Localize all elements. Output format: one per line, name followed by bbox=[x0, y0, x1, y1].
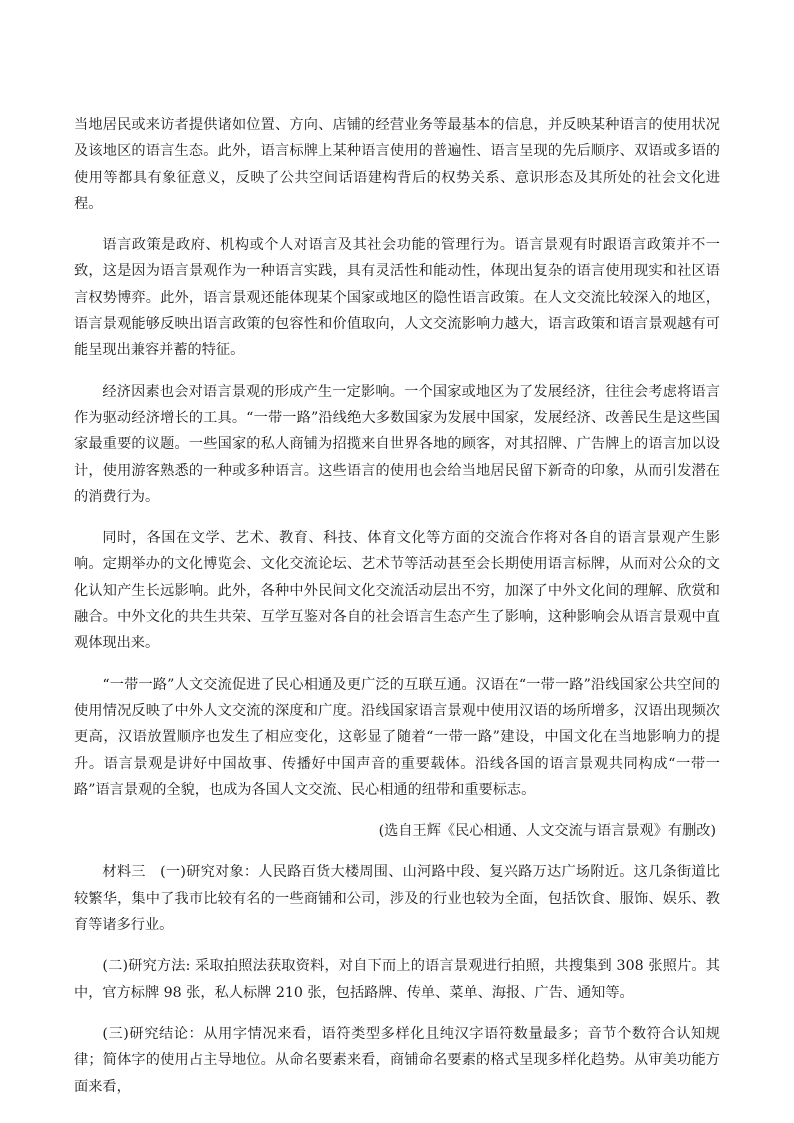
material3-research-object: 材料三 (一)研究对象：人民路百货大楼周围、山河路中段、复兴路万达广场附近。这几条街道比较繁华，集中了我市比较有名的一些商铺和公司，涉及的行业也较为全面，包括饮食、服饰、娱乐、教育等诸多行业。 bbox=[74, 864, 720, 934]
material3-research-conclusion: (三)研究结论：从用字情况来看，语符类型多样化且纯汉字语符数量最多；音节个数符合认知规律；简体字的使用占主导地位。从命名要素来看，商铺命名要素的格式呈现多样化趋势。从审美功能方面来看， bbox=[74, 1025, 720, 1095]
paragraph-language-policy: 语言政策是政府、机构或个人对语言及其社会功能的管理行为。语言景观有时跟语言政策并不一致，这是因为语言景观作为一种语言实践，具有灵活性和能动性，体现出复杂的语言使用现实和社区语言权势博弈。此外，语言景观还能体现某个国家或地区的隐性语言政策。在人文交流比较深入的地区，语言景观能够反映出语言政策的包容性和价值取向，人文交流影响力越大，语言政策和语言景观越有可能呈现出兼容并蓄的特征。 bbox=[74, 237, 720, 359]
paragraph-belt-and-road: “一带一路”人文交流促进了民心相通及更广泛的互联互通。汉语在“一带一路”沿线国家公共空间的使用情况反映了中外人文交流的深度和广度。沿线国家语言景观中使用汉语的场所增多，汉语出现频次更高，汉语放置顺序也发生了相应变化，这彰显了随着“一带一路”建设，中国文化在当地影响力的提升。语言景观是讲好中国故事、传播好中国声音的重要载体。沿线各国的语言景观共同构成“一带一路”语言景观的全貌，也成为各国人文交流、民心相通的纽带和重要标志。 bbox=[74, 676, 720, 798]
source-citation: (选自王辉《民心相通、人文交流与语言景观》有删改) bbox=[378, 823, 716, 840]
article-body bbox=[74, 112, 720, 1115]
material3-research-method: (二)研究方法: 采取拍照法获取资料，对自下而上的语言景观进行拍照，共搜集到 308 张照片。其中，官方标牌 98 张，私人标牌 210 张，包括路牌、传单、菜单、海报、广告、通知等。 bbox=[74, 958, 720, 1001]
paragraph-continued: 当地居民或来访者提供诸如位置、方向、店铺的经营业务等最基本的信息，并反映某种语言的使用状况及该地区的语言生态。此外，语言标牌上某种语言使用的普遍性、语言呈现的先后顺序、双语或多语的使用等都具有象征意义，反映了公共空间话语建构背后的权势关系、意识形态及其所处的社会文化进程。 bbox=[74, 117, 720, 212]
paragraph-cultural-exchange: 同时，各国在文学、艺术、教育、科技、体育文化等方面的交流合作将对各自的语言景观产生影响。定期举办的文化博览会、文化交流论坛、艺术节等活动甚至会长期使用语言标牌，从而对公众的文化认知产生长远影响。此外，各种中外民间文化交流活动层出不穷，加深了中外文化间的理解、欣赏和融合。中外文化的共生共荣、互学互鉴对各自的社会语言生态产生了影响，这种影响会从语言景观中直观体现出来。 bbox=[74, 530, 720, 652]
paragraph-economic-factors: 经济因素也会对语言景观的形成产生一定影响。一个国家或地区为了发展经济，往往会考虑将语言作为驱动经济增长的工具。“一带一路”沿线绝大多数国家为发展中国家，发展经济、改善民生是这些国家最重要的议题。一些国家的私人商铺为招揽来自世界各地的顾客，对其招牌、广告牌上的语言加以设计，使用游客熟悉的一种或多种语言。这些语言的使用也会给当地居民留下新奇的印象，从而引发潜在的消费行为。 bbox=[74, 383, 720, 505]
